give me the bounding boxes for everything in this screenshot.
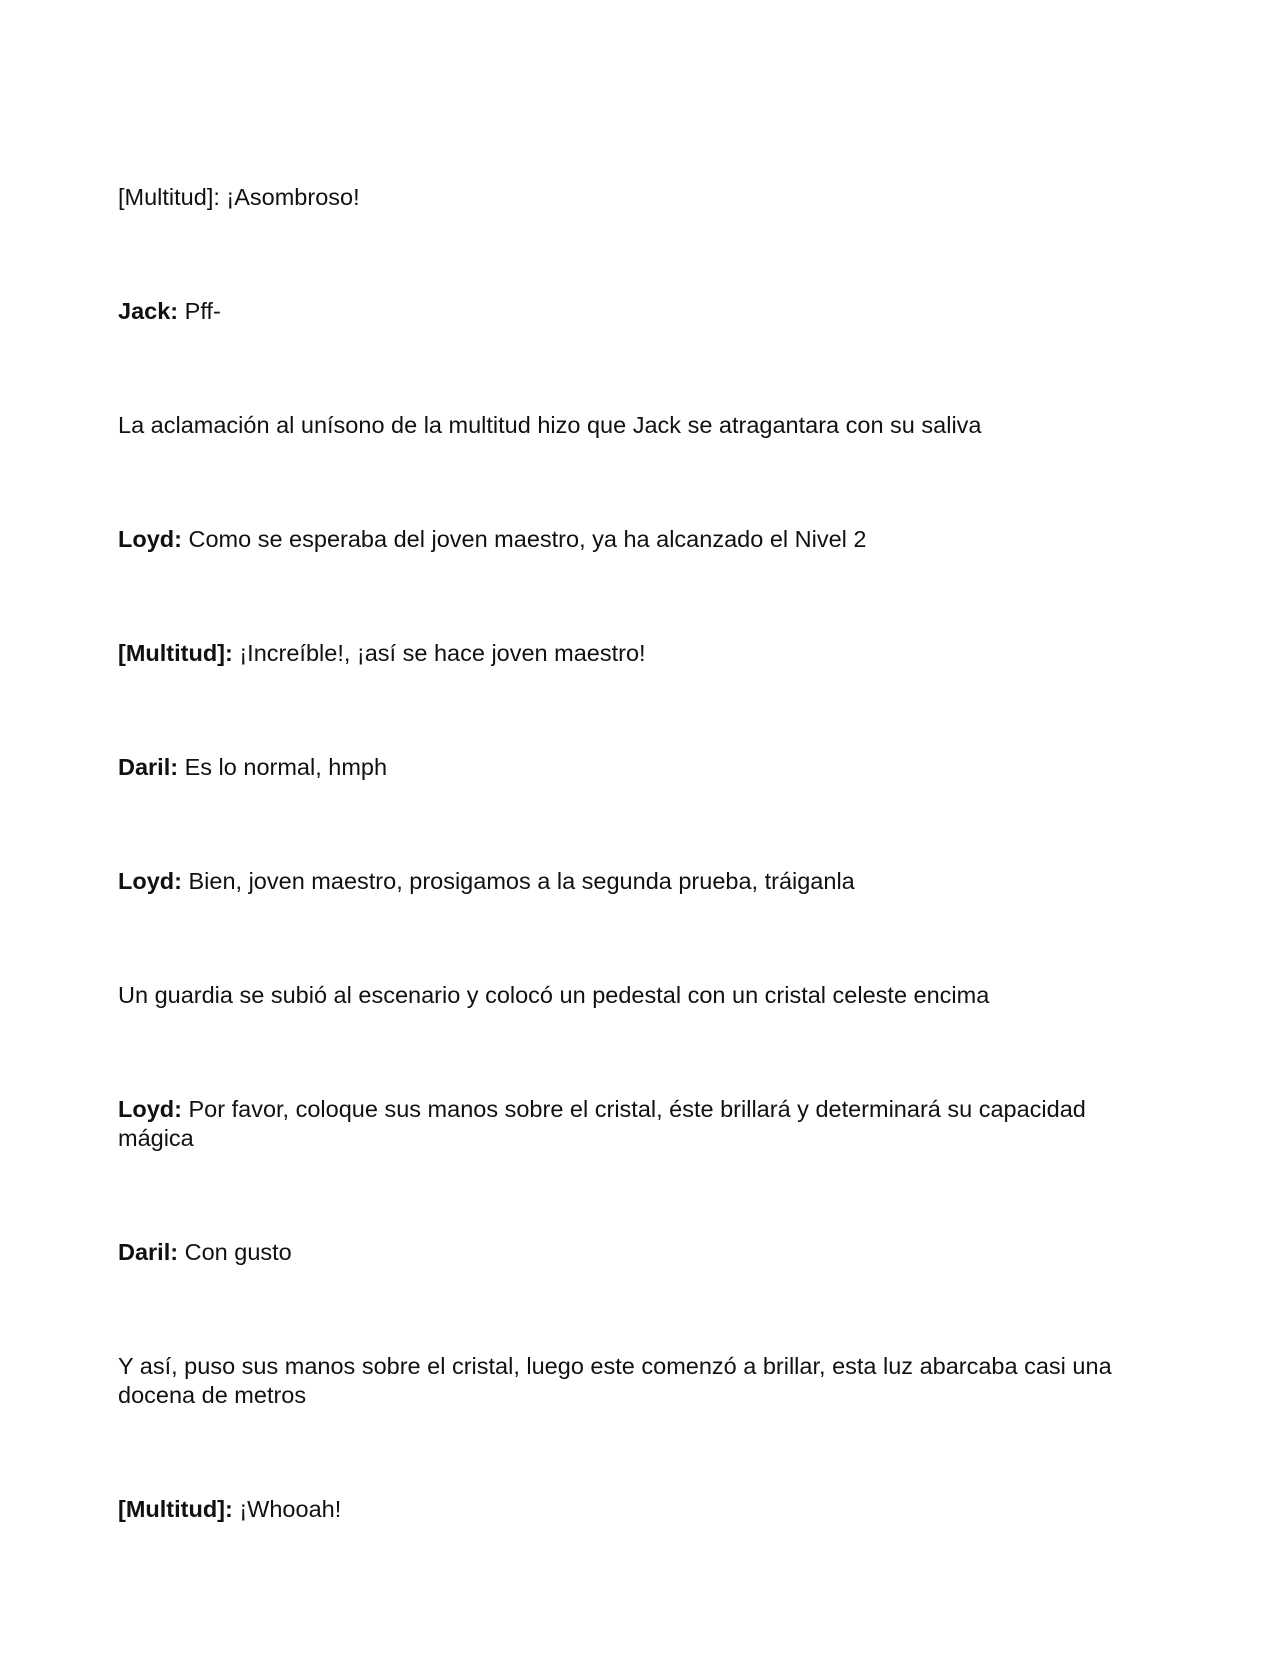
dialogue-text: Como se esperaba del joven maestro, ya ha alcanzado el Nivel 2 <box>181 526 867 552</box>
dialogue-text: ¡Increíble!, ¡así se hace joven maestro! <box>232 640 646 666</box>
speaker-label: [Multitud]: <box>118 184 220 210</box>
dialogue-text: Por favor, coloque sus manos sobre el cristal, éste brillará y determinará su capacidad mágica <box>118 1096 1086 1151</box>
narration-line <box>118 411 1168 440</box>
dialogue-line <box>118 297 1168 326</box>
speaker-label: Daril: <box>118 1239 179 1265</box>
dialogue-text: Con gusto <box>178 1239 292 1265</box>
dialogue-line <box>118 183 1168 212</box>
dialogue-line <box>118 1238 1168 1267</box>
dialogue-text: ¡Asombroso! <box>219 184 360 210</box>
narration-line <box>118 1352 1168 1410</box>
dialogue-line <box>118 1495 1168 1524</box>
dialogue-text: Es lo normal, hmph <box>178 754 388 780</box>
dialogue-text: Bien, joven maestro, prosigamos a la segunda prueba, tráiganla <box>181 868 855 894</box>
speaker-label: Jack: <box>118 298 179 324</box>
dialogue-line <box>118 639 1168 668</box>
dialogue-line <box>118 525 1168 554</box>
speaker-label: [Multitud]: <box>118 640 233 666</box>
speaker-label: Loyd: <box>118 526 182 552</box>
narration-text: Un guardia se subió al escenario y colocó un pedestal con un cristal celeste encima <box>118 982 990 1008</box>
speaker-label: Loyd: <box>118 1096 182 1122</box>
dialogue-text: Pff- <box>178 298 221 324</box>
speaker-label: Daril: <box>118 754 179 780</box>
speaker-label: [Multitud]: <box>118 1496 233 1522</box>
narration-text: La aclamación al unísono de la multitud hizo que Jack se atragantara con su saliva <box>118 412 982 438</box>
dialogue-line <box>118 1095 1168 1153</box>
narration-text: Y así, puso sus manos sobre el cristal, luego este comenzó a brillar, esta luz abarcaba casi una docena de metros <box>118 1353 1112 1408</box>
dialogue-line <box>118 867 1168 896</box>
dialogue-text: ¡Whooah! <box>232 1496 342 1522</box>
narration-line <box>118 981 1168 1010</box>
dialogue-line <box>118 753 1168 782</box>
speaker-label: Loyd: <box>118 868 182 894</box>
